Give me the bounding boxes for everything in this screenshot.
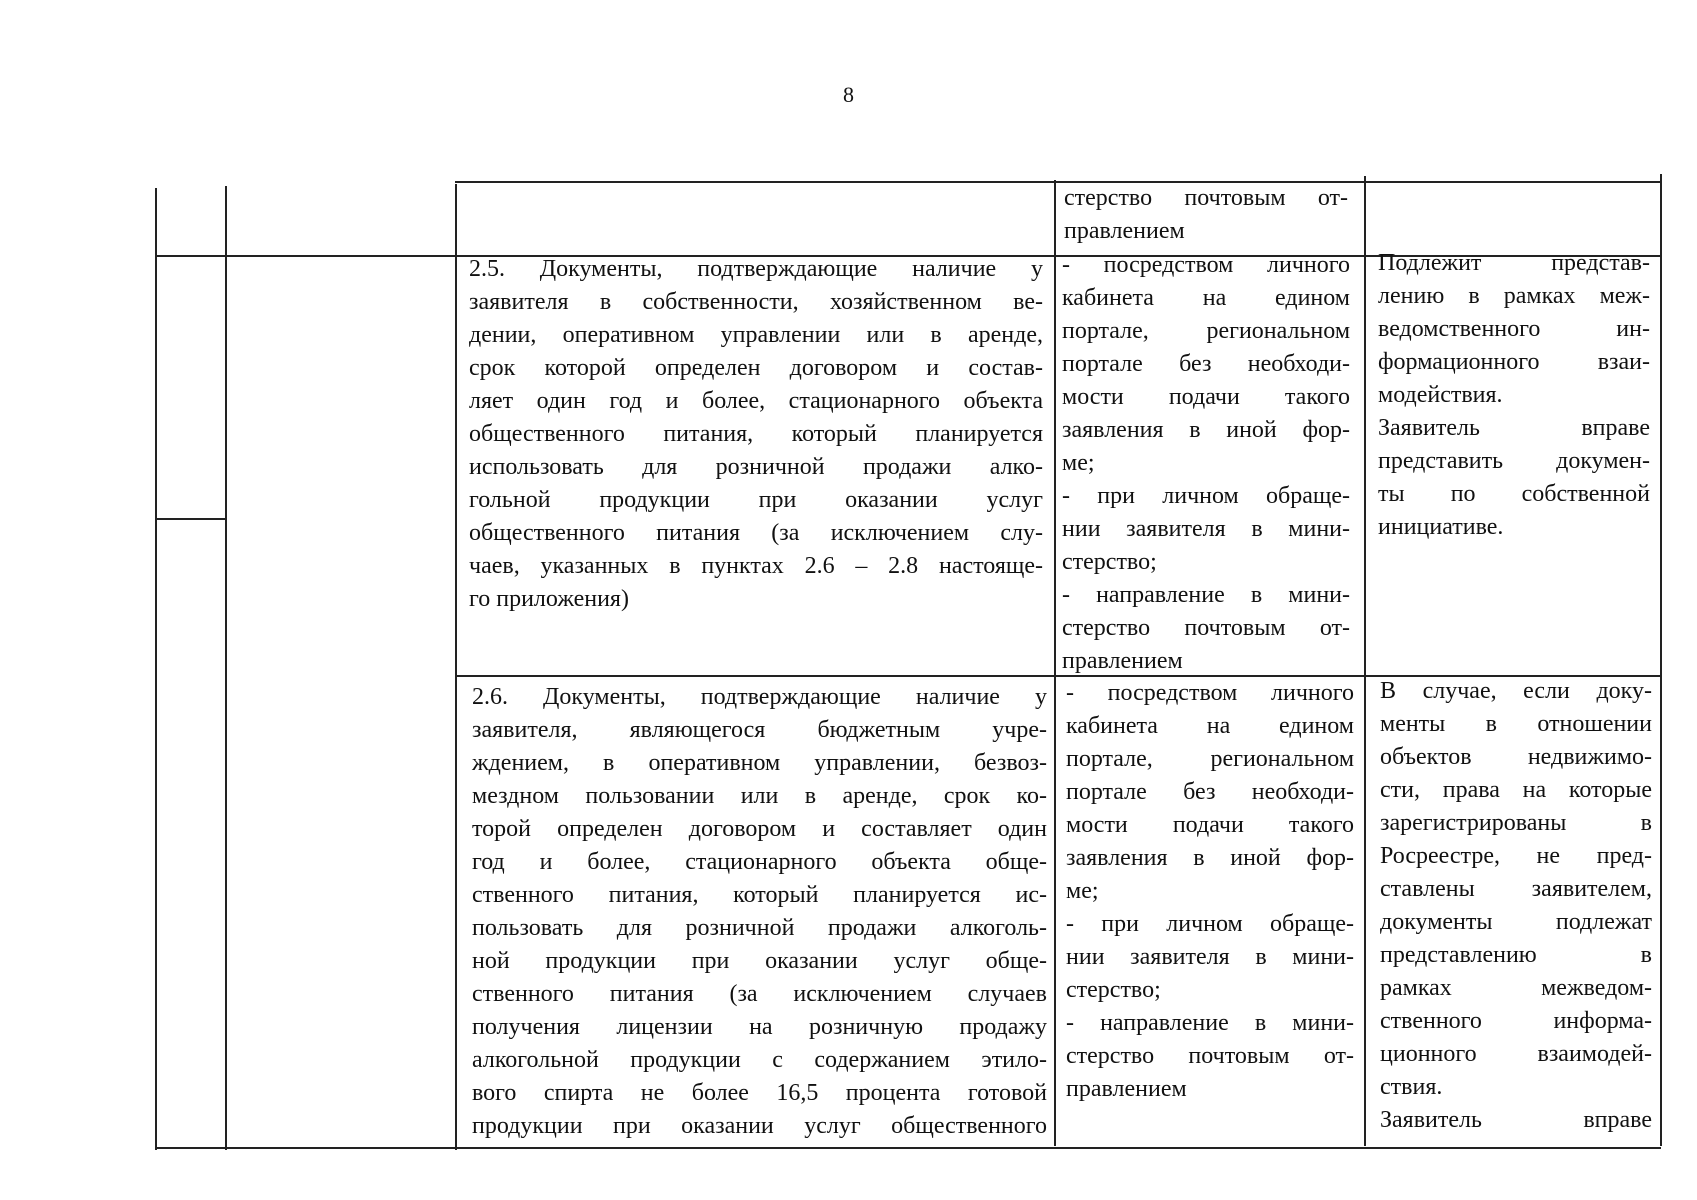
table-border-bottom (155, 1147, 1661, 1149)
cell-text-line: Подлежит представ- (1378, 250, 1650, 276)
cell-text-line: ционного взаимодей- (1380, 1041, 1652, 1067)
table-border-right (1660, 174, 1662, 1146)
cell-text-line: Заявитель вправе (1380, 1107, 1652, 1133)
cell-text-line: общественного питания (за исключением слу- (469, 520, 1043, 546)
cell-text-line: ной продукции при оказании услуг обще- (472, 948, 1047, 974)
cell-text-line: ме; (1066, 878, 1099, 904)
cell-text-line: правлением (1066, 1076, 1187, 1102)
cell-text-line: В случае, если доку- (1380, 678, 1652, 704)
cell-text-line: продукции при оказании услуг общественного (472, 1113, 1047, 1139)
cell-text-line: портале без необходи- (1066, 779, 1354, 805)
table-column-divider (225, 186, 227, 1150)
cell-text-line: ственного питания (за исключением случаев (472, 981, 1047, 1007)
cell-text-line: вого спирта не более 16,5 процента готовой (472, 1080, 1047, 1106)
table-column-divider (1364, 176, 1366, 1146)
cell-text-line: стерство почтовым от- (1062, 615, 1350, 641)
cell-text-line: правлением (1064, 218, 1185, 244)
cell-text-line: использовать для розничной продажи алко- (469, 454, 1043, 480)
cell-text-line: правлением (1062, 648, 1183, 674)
cell-text-line: документы подлежат (1380, 909, 1652, 935)
cell-text-line: нии заявителя в мини- (1062, 516, 1350, 542)
cell-document-2-5 (469, 253, 1043, 616)
cell-text-line: ственного информа- (1380, 1008, 1652, 1034)
table-column-divider (1054, 180, 1056, 1146)
cell-text-line: менты в отношении (1380, 711, 1652, 737)
cell-note-2-5 (1378, 247, 1650, 544)
cell-text-line: чаев, указанных в пунктах 2.6 – 2.8 настояще- (469, 553, 1043, 579)
cell-text-line: зарегистрированы в (1380, 810, 1652, 836)
cell-text-line: алкогольной продукции с содержанием этило- (472, 1047, 1047, 1073)
cell-text-line: представить докумен- (1378, 448, 1650, 474)
cell-text-line: сти, права на которые (1380, 777, 1652, 803)
cell-text-line: рамках межведом- (1380, 975, 1652, 1001)
cell-text-line: ведомственного ин- (1378, 316, 1650, 342)
cell-text-line: - направление в мини- (1062, 582, 1350, 608)
cell-text-line: го приложения) (469, 586, 629, 612)
cell-text-line: представлению в (1380, 942, 1652, 968)
cell-text-line: лению в рамках меж- (1378, 283, 1650, 309)
cell-text-line: торой определен договором и составляет один (472, 816, 1047, 842)
cell-text-line: заявителя, являющегося бюджетным учре- (472, 717, 1047, 743)
cell-text-line: - при личном обраще- (1066, 911, 1354, 937)
cell-text-line: портале, региональном (1066, 746, 1354, 772)
cell-text-line: Заявитель вправе (1378, 415, 1650, 441)
cell-text-line: ствия. (1380, 1074, 1443, 1100)
cell-text-line: кабинета на едином (1066, 713, 1354, 739)
cell-text-line: общественного питания, который планируется (469, 421, 1043, 447)
cell-text-line: ственного питания, который планируется ис- (472, 882, 1047, 908)
cell-text-line: заявителя в собственности, хозяйственном ве- (469, 289, 1043, 315)
cell-text-line: объектов недвижимо- (1380, 744, 1652, 770)
page-number: 8 (843, 82, 854, 107)
cell-text-line: ждением, в оперативном управлении, безвоз- (472, 750, 1047, 776)
cell-text-line: Росреестре, не пред- (1380, 843, 1652, 869)
cell-text-line: - направление в мини- (1066, 1010, 1354, 1036)
cell-method-2-6 (1066, 677, 1354, 1106)
cell-text-line: - посредством личного (1066, 680, 1354, 706)
cell-text-line: формационного взаи- (1378, 349, 1650, 375)
cell-text-line: стерство почтовым от- (1066, 1043, 1354, 1069)
table-border-top (455, 181, 1661, 183)
cell-text-line: 2.5. Документы, подтверждающие наличие у (469, 256, 1043, 282)
cell-text-line: мости подачи такого (1066, 812, 1354, 838)
cell-text-line: инициативе. (1378, 514, 1504, 540)
table-column-divider (455, 184, 457, 1150)
cell-text-line: нии заявителя в мини- (1066, 944, 1354, 970)
cell-document-2-6 (472, 681, 1047, 1143)
table-border-left (155, 188, 157, 1150)
cell-text-line: ставлены заявителем, (1380, 876, 1652, 902)
cell-text-line: гольной продукции при оказании услуг (469, 487, 1043, 513)
cell-text-line: портале без необходи- (1062, 351, 1350, 377)
cell-text-line: мости подачи такого (1062, 384, 1350, 410)
cell-text-line: стерство; (1066, 977, 1161, 1003)
cell-text-line: получения лицензии на розничную продажу (472, 1014, 1047, 1040)
cell-text-line: кабинета на едином (1062, 285, 1350, 311)
cell-text-line: - при личном обраще- (1062, 483, 1350, 509)
cell-text-line: портале, региональном (1062, 318, 1350, 344)
cell-text-line: ме; (1062, 450, 1095, 476)
cell-text-line: дении, оперативном управлении или в аренде, (469, 322, 1043, 348)
cell-method-row0 (1064, 182, 1348, 248)
cell-note-2-6 (1380, 675, 1652, 1137)
cell-text-line: заявления в иной фор- (1066, 845, 1354, 871)
cell-text-line: модействия. (1378, 382, 1503, 408)
cell-text-line: ты по собственной (1378, 481, 1650, 507)
cell-method-2-5 (1062, 249, 1350, 678)
cell-text-line: ляет один год и более, стационарного объекта (469, 388, 1043, 414)
table-row-divider (155, 518, 226, 520)
cell-text-line: мездном пользовании или в аренде, срок ко- (472, 783, 1047, 809)
cell-text-line: 2.6. Документы, подтверждающие наличие у (472, 684, 1047, 710)
cell-text-line: пользовать для розничной продажи алкоголь- (472, 915, 1047, 941)
cell-text-line: год и более, стационарного объекта обще- (472, 849, 1047, 875)
cell-text-line: стерство; (1062, 549, 1157, 575)
cell-text-line: заявления в иной фор- (1062, 417, 1350, 443)
cell-text-line: срок которой определен договором и состав- (469, 355, 1043, 381)
cell-text-line: - посредством личного (1062, 252, 1350, 278)
cell-text-line: стерство почтовым от- (1064, 185, 1348, 211)
